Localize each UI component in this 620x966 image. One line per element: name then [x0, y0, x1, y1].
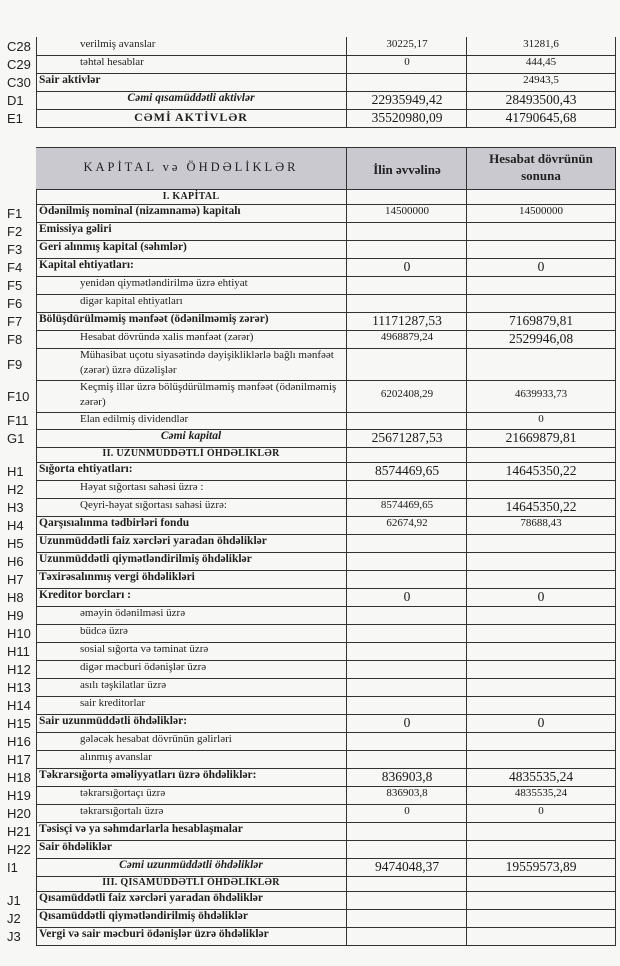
col-divider-1	[346, 37, 347, 127]
row-label: Mühasibat uçotu siyasətində dəyişikliklərlə bağlı mənfəət (zərər) üzrə düzəlişlər	[80, 349, 334, 376]
table-row	[0, 804, 620, 822]
table-row	[0, 348, 620, 380]
value-start-of-year: 6202408,29	[380, 388, 434, 400]
row-label: I. KAPİTAL	[162, 191, 220, 202]
row-label: Cəmi kapital	[160, 430, 222, 442]
row-code: C30	[7, 75, 31, 90]
row-divider	[36, 240, 616, 241]
row-divider	[36, 678, 616, 679]
row-label: əməyin ödənilməsi üzrə	[80, 607, 186, 619]
row-divider	[36, 516, 616, 517]
row-divider	[36, 750, 616, 751]
row-divider	[36, 840, 616, 841]
row-code: F9	[7, 357, 23, 372]
row-code: F2	[7, 224, 23, 239]
row-label: Sığorta ehtiyatları:	[39, 463, 133, 475]
table-row	[0, 732, 620, 750]
row-code: H18	[7, 770, 31, 785]
row-label: təkrarsığortaçı üzrə	[80, 787, 166, 799]
row-code: C29	[7, 57, 31, 72]
table-row	[0, 240, 620, 258]
row-divider	[36, 429, 616, 430]
row-divider	[36, 73, 616, 74]
value-start-of-year: 0	[404, 56, 410, 68]
table-row	[0, 858, 620, 876]
table-row	[0, 204, 620, 222]
row-code: J2	[7, 911, 21, 926]
row-label: Hesabat dövründə xalis mənfəət (zərər)	[80, 331, 254, 343]
value-end-of-period: 21669879,81	[505, 430, 577, 445]
row-label: Uzunmüddətli faiz xərcləri yaradan öhdəliklər	[39, 535, 267, 547]
row-code: H21	[7, 824, 31, 839]
row-label: CƏMİ AKTİVLƏR	[134, 110, 248, 124]
table-row	[0, 786, 620, 804]
row-divider	[36, 732, 616, 733]
col-divider-2	[466, 37, 467, 127]
row-divider	[36, 660, 616, 661]
row-divider	[36, 348, 616, 349]
value-start-of-year: 9474048,37	[374, 859, 440, 874]
value-start-of-year: 30225,17	[386, 38, 428, 50]
value-end-of-period: 78688,43	[520, 517, 562, 529]
table-row	[0, 768, 620, 786]
table-row	[0, 624, 620, 642]
row-code: F4	[7, 260, 23, 275]
row-code: G1	[7, 431, 25, 446]
row-label: Sair aktivlər	[39, 74, 101, 86]
value-start-of-year: 0	[403, 259, 411, 274]
row-label: Qısamüddətli faiz xərcləri yaradan öhdəliklər	[39, 892, 264, 904]
row-label: Təsisçi və ya səhmdarlarla hesablaşmalar	[39, 823, 243, 835]
row-label: Qeyri-həyat sığortası sahəsi üzrə:	[80, 499, 227, 511]
value-end-of-period: 14645350,22	[505, 463, 577, 478]
row-code: F1	[7, 206, 23, 221]
row-code: H3	[7, 500, 24, 515]
row-code: C28	[7, 39, 31, 54]
row-code: H7	[7, 572, 24, 587]
header-top-border	[36, 147, 616, 148]
row-divider	[36, 204, 616, 205]
header-col-start-of-year: İlin əvvəlinə	[373, 162, 441, 177]
table-row	[0, 840, 620, 858]
row-code: F8	[7, 332, 23, 347]
row-label: Sair öhdəliklər	[39, 841, 112, 853]
row-code: H8	[7, 590, 24, 605]
row-code: H20	[7, 806, 31, 821]
row-divider	[36, 258, 616, 259]
row-divider	[36, 696, 616, 697]
right-border	[615, 37, 616, 127]
table-row	[0, 552, 620, 570]
row-label: Bölüşdürülməmiş mənfəət (ödənilməmiş zərər)	[39, 313, 269, 325]
table-row	[0, 190, 620, 204]
table-row	[0, 642, 620, 660]
row-code: H22	[7, 842, 31, 857]
col-divider-1	[346, 190, 347, 945]
table-row	[0, 276, 620, 294]
row-label: Uzunmüddətli qiymətləndirilmiş öhdəliklər	[39, 553, 252, 565]
row-label: gələcək hesabat dövrünün gəlirləri	[80, 733, 232, 745]
row-divider	[36, 480, 616, 481]
value-start-of-year: 11171287,53	[372, 313, 442, 328]
header-col2-line2: sonuna	[521, 168, 561, 183]
row-label: asılı təşkilatlar üzrə	[80, 679, 167, 691]
row-divider	[36, 786, 616, 787]
table-row	[0, 570, 620, 588]
row-label: Elan edilmiş dividendlər	[80, 413, 189, 425]
row-code: F7	[7, 314, 23, 329]
row-divider	[36, 222, 616, 223]
value-end-of-period: 19559573,89	[505, 859, 577, 874]
row-label: sosial sığorta və təminat üzrə	[80, 643, 209, 655]
row-label: təhtəl hesablar	[80, 56, 144, 68]
table-row	[0, 55, 620, 73]
row-label: Keçmiş illər üzrə bölüşdürülməmiş mənfəət (ödənilməmiş zərər)	[80, 381, 337, 408]
col-divider-2	[466, 190, 467, 945]
table-row	[0, 462, 620, 480]
row-divider	[36, 588, 616, 589]
row-label: Vergi və sair məcburi ödənişlər üzrə öhdəliklər	[39, 928, 269, 940]
value-start-of-year: 836903,8	[386, 787, 428, 799]
row-label: Sair uzunmüddətli öhdəliklər:	[39, 715, 188, 727]
table-row	[0, 294, 620, 312]
table-row	[0, 714, 620, 732]
value-end-of-period: 31281,6	[523, 38, 559, 50]
row-label: Təxirəsalınmış vergi öhdəlikləri	[39, 571, 195, 583]
table-row	[0, 258, 620, 276]
row-divider	[36, 858, 616, 859]
value-end-of-period: 0	[537, 589, 545, 604]
row-divider	[36, 534, 616, 535]
left-border	[36, 37, 37, 127]
row-divider	[36, 109, 616, 110]
header-col-divider-2	[466, 147, 467, 189]
row-code: H12	[7, 662, 31, 677]
row-label: Təkrarsığorta əməliyyatları üzrə öhdəliklər:	[39, 769, 257, 781]
row-divider	[36, 945, 616, 946]
value-end-of-period: 0	[537, 259, 545, 274]
row-label: Qarşısıalınma tədbirləri fondu	[39, 517, 190, 529]
row-label: digər məcburi ödənişlər üzrə	[80, 661, 207, 673]
row-label: digər kapital ehtiyatları	[80, 295, 183, 307]
row-code: J1	[7, 893, 21, 908]
row-divider	[36, 909, 616, 910]
row-code: H13	[7, 680, 31, 695]
value-end-of-period: 0	[537, 715, 545, 730]
right-border	[615, 190, 616, 945]
value-start-of-year: 25671287,53	[371, 430, 443, 445]
row-code: I1	[7, 860, 18, 875]
row-divider	[36, 876, 616, 877]
row-label: büdcə üzrə	[80, 625, 128, 637]
value-start-of-year: 8574469,65	[380, 499, 434, 511]
row-label: sair kreditorlar	[80, 697, 146, 709]
table-row	[0, 91, 620, 109]
row-divider	[36, 642, 616, 643]
row-divider	[36, 498, 616, 499]
table-row	[0, 109, 620, 127]
row-divider	[36, 768, 616, 769]
table-row	[0, 73, 620, 91]
table-row	[0, 876, 620, 891]
row-label: alınmış avanslar	[80, 751, 152, 763]
row-label: Cəmi uzunmüddətli öhdəliklər	[119, 859, 263, 871]
row-divider	[36, 380, 616, 381]
row-label: təkrarsığortalı üzrə	[80, 805, 164, 817]
row-divider	[36, 447, 616, 448]
header-col-divider-1	[346, 147, 347, 189]
table-row	[0, 222, 620, 240]
value-start-of-year: 0	[403, 715, 411, 730]
row-code: H10	[7, 626, 31, 641]
value-start-of-year: 0	[404, 805, 410, 817]
row-code: H5	[7, 536, 24, 551]
row-divider	[36, 927, 616, 928]
row-label: Qısamüddətli qiymətləndirilmiş öhdəliklər	[39, 910, 248, 922]
value-start-of-year: 62674,92	[386, 517, 428, 529]
table-row	[0, 534, 620, 552]
table-row	[0, 447, 620, 462]
value-start-of-year: 8574469,65	[374, 463, 440, 478]
value-end-of-period: 7169879,81	[508, 313, 574, 328]
table-row	[0, 312, 620, 330]
row-label: yenidən qiymətləndirilmə üzrə ehtiyat	[80, 277, 248, 289]
value-start-of-year: 4968879,24	[380, 331, 434, 343]
table-row	[0, 412, 620, 429]
row-code: H19	[7, 788, 31, 803]
value-end-of-period: 2529946,08	[508, 331, 574, 346]
row-code: E1	[7, 111, 23, 126]
row-label: Kapital ehtiyatları:	[39, 259, 134, 271]
row-divider	[36, 127, 616, 128]
value-end-of-period: 28493500,43	[505, 92, 577, 107]
row-code: H14	[7, 698, 31, 713]
row-divider	[36, 412, 616, 413]
row-code: D1	[7, 93, 24, 108]
value-end-of-period: 444,45	[525, 56, 557, 68]
row-code: F11	[7, 413, 29, 428]
table-row	[0, 429, 620, 447]
value-end-of-period: 0	[538, 805, 544, 817]
row-divider	[36, 91, 616, 92]
row-code: H16	[7, 734, 31, 749]
row-code: H11	[7, 644, 30, 659]
table-row	[0, 606, 620, 624]
table-row	[0, 516, 620, 534]
table-row	[0, 37, 620, 55]
table-row	[0, 678, 620, 696]
row-divider	[36, 462, 616, 463]
value-end-of-period: 0	[538, 413, 544, 425]
header-col-end-of-period	[467, 150, 615, 184]
row-code: F6	[7, 296, 23, 311]
row-divider	[36, 330, 616, 331]
value-start-of-year: 0	[403, 589, 411, 604]
row-code: H17	[7, 752, 31, 767]
table-row	[0, 588, 620, 606]
row-divider	[36, 624, 616, 625]
row-divider	[36, 804, 616, 805]
value-end-of-period: 4835535,24	[514, 787, 568, 799]
row-divider	[36, 714, 616, 715]
table-row	[0, 909, 620, 927]
row-code: H1	[7, 464, 24, 479]
value-end-of-period: 4639933,73	[514, 388, 568, 400]
table-row	[0, 380, 620, 412]
row-divider	[36, 276, 616, 277]
row-divider	[36, 570, 616, 571]
row-code: F5	[7, 278, 23, 293]
row-divider	[36, 312, 616, 313]
table-row	[0, 480, 620, 498]
row-code: H15	[7, 716, 31, 731]
table-row	[0, 696, 620, 714]
value-start-of-year: 836903,8	[381, 769, 433, 784]
table-row	[0, 660, 620, 678]
header-col2-line1: Hesabat dövrünün	[489, 151, 593, 166]
value-end-of-period: 14500000	[519, 205, 563, 217]
table-row	[0, 927, 620, 945]
row-divider	[36, 552, 616, 553]
row-label: Cəmi qısamüddətli aktivlər	[127, 92, 255, 104]
row-divider	[36, 606, 616, 607]
left-border	[36, 190, 37, 945]
row-code: H4	[7, 518, 24, 533]
value-end-of-period: 41790645,68	[505, 110, 577, 125]
row-label: Emissiya gəliri	[39, 223, 112, 235]
value-start-of-year: 22935949,42	[371, 92, 443, 107]
row-divider	[36, 822, 616, 823]
row-label: II. UZUNMÜDDƏTLİ ÖHDƏLİKLƏR	[102, 448, 280, 459]
row-label: Geri alınmış kapital (səhmlər)	[39, 241, 187, 253]
value-start-of-year: 14500000	[385, 205, 429, 217]
row-label: III. QISAMÜDDƏTLİ ÖHDƏLİKLƏR	[102, 877, 280, 888]
row-label: verilmiş avanslar	[80, 38, 156, 50]
value-end-of-period: 24943,5	[523, 74, 559, 86]
row-label: Həyat sığortası sahəsi üzrə :	[80, 481, 204, 493]
header-bottom-border	[36, 189, 616, 190]
value-end-of-period: 14645350,22	[505, 499, 577, 514]
table-row	[0, 891, 620, 909]
row-code: F3	[7, 242, 23, 257]
row-code: F10	[7, 389, 30, 404]
row-divider	[36, 55, 616, 56]
row-code: H2	[7, 482, 24, 497]
row-label: Ödənilmiş nominal (nizamnamə) kapitalı	[39, 205, 241, 217]
row-code: J3	[7, 929, 21, 944]
value-start-of-year: 35520980,09	[371, 110, 443, 125]
row-code: H6	[7, 554, 24, 569]
table-row	[0, 498, 620, 516]
row-divider	[36, 294, 616, 295]
header-right-border	[615, 147, 616, 189]
table-row	[0, 750, 620, 768]
table-row	[0, 822, 620, 840]
row-code: H9	[7, 608, 24, 623]
header-title: KAPİTAL və ÖHDƏLİKLƏR	[83, 160, 299, 174]
value-end-of-period: 4835535,24	[508, 769, 574, 784]
table-row	[0, 330, 620, 348]
row-label: Kreditor borcları :	[39, 589, 131, 601]
row-divider	[36, 891, 616, 892]
